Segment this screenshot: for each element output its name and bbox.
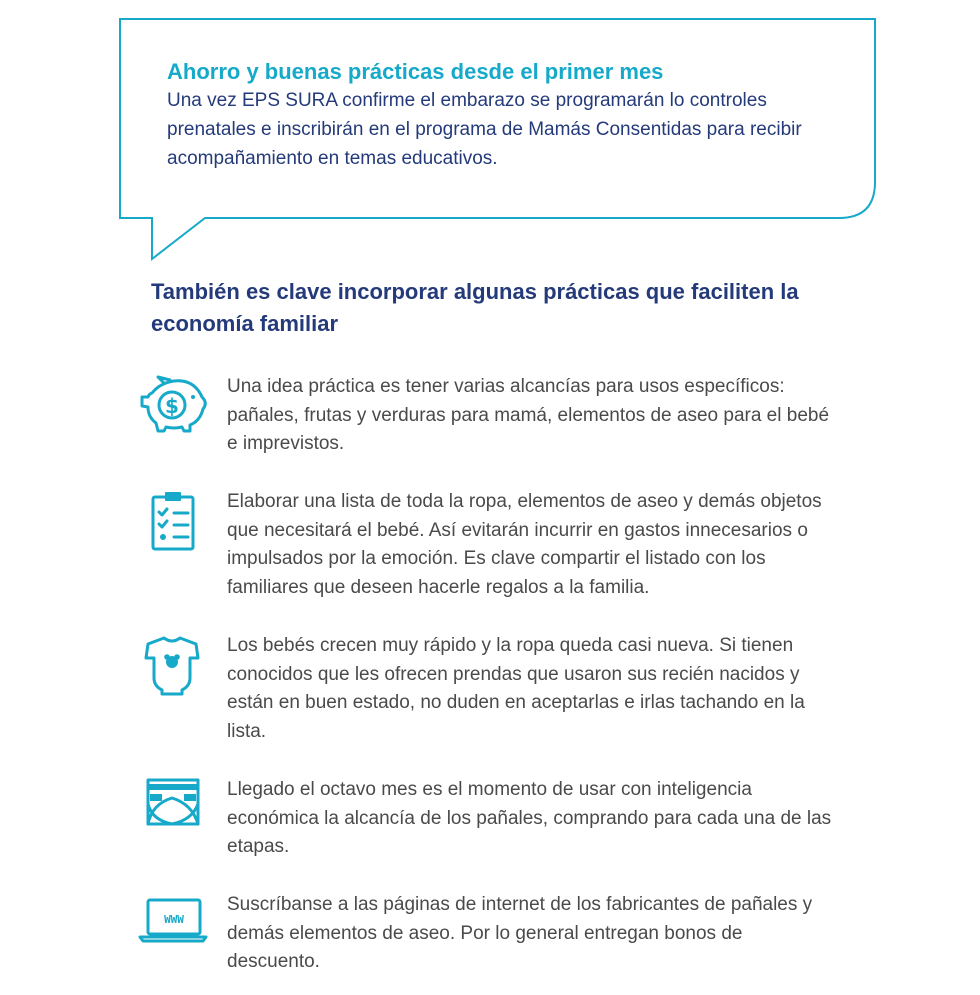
callout-body: Una vez EPS SURA confirme el embarazo se programarán lo controles prenatales e inscribirán en el programa de Mamás Consentidas para recibir acompañamiento en temas educativos. [167, 90, 802, 169]
laptop-www-icon [138, 891, 208, 961]
tip-text: Los bebés crecen muy rápido y la ropa queda casi nueva. Si tienen conocidos que les ofrecen prendas que usaron sus recién nacidos y están en buen estado, no duden en aceptarlas e irlas tachando en la lista. [227, 635, 805, 742]
baby-onesie-icon [138, 632, 208, 702]
callout [167, 58, 847, 173]
tip-text: Elaborar una lista de toda la ropa, elementos de aseo y demás objetos que necesitará el bebé. Así evitarán incurrir en gastos innecesarios o impulsados por la emoción. Es clave compartir el listado con los familiares que deseen hacerle regalos a la familia. [227, 491, 822, 598]
laptop-screen-label: WWW [164, 913, 184, 926]
callout-title: Ahorro y buenas prácticas desde el primer mes [167, 59, 664, 84]
piggy-bank-icon [138, 373, 208, 443]
diaper-icon [138, 776, 208, 846]
tip-text: Una idea práctica es tener varias alcancías para usos específicos: pañales, frutas y verduras para mamá, elementos de aseo para el bebé e imprevistos. [227, 376, 830, 455]
tip-text: Suscríbanse a las páginas de internet de los fabricantes de pañales y demás elementos de aseo. Por lo general entregan bonos de descuento. [227, 894, 813, 973]
tip-text: Llegado el octavo mes es el momento de usar con inteligencia económica la alcancía de los pañales, comprando para cada una de las etapas. [227, 779, 832, 858]
section-heading: También es clave incorporar algunas prácticas que faciliten la economía familiar [151, 279, 799, 336]
checklist-clipboard-icon [138, 488, 208, 558]
svg-text:$: $ [165, 394, 179, 418]
